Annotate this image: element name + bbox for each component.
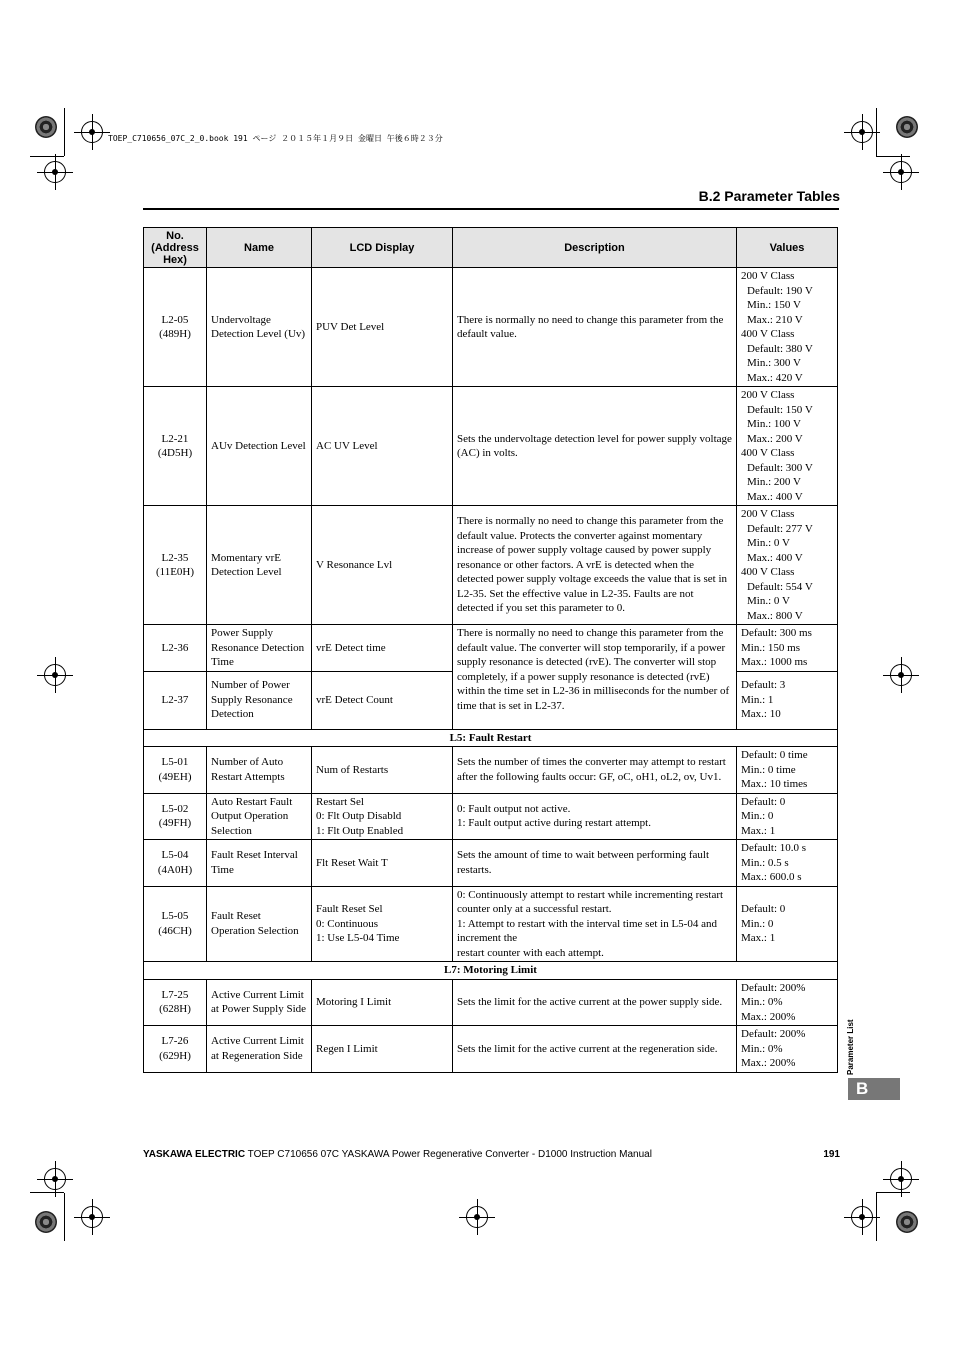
param-name-cell: Number of Auto Restart Attempts <box>207 747 312 794</box>
param-name-cell: Fault Reset Interval Time <box>207 840 312 887</box>
lcd-display-cell: Regen I Limit <box>312 1026 453 1073</box>
registration-disc-icon <box>896 116 918 138</box>
table-row <box>144 886 838 962</box>
lcd-display-cell: vrE Detect Count <box>312 671 453 729</box>
table-row <box>144 747 838 794</box>
param-name-cell: Undervoltage Detection Level (Uv) <box>207 268 312 387</box>
param-number-cell: L5-04 (4A0H) <box>144 840 207 887</box>
registration-disc-icon <box>35 116 57 138</box>
crosshair-icon <box>890 664 912 686</box>
description-cell: There is normally no need to change this parameter from the default value. <box>453 268 737 387</box>
param-name-cell: AUv Detection Level <box>207 387 312 506</box>
section-heading: L5: Fault Restart <box>144 729 838 747</box>
crosshair-icon <box>890 1168 912 1190</box>
section-heading: L7: Motoring Limit <box>144 962 838 980</box>
header-rule <box>143 208 839 210</box>
crop-mark <box>64 108 65 156</box>
crosshair-icon <box>890 161 912 183</box>
values-cell: Default: 10.0 s Min.: 0.5 s Max.: 600.0 s <box>737 840 838 887</box>
crop-mark <box>64 1193 65 1241</box>
param-name-cell: Active Current Limit at Power Supply Side <box>207 979 312 1026</box>
param-number-cell: L2-35 (11E0H) <box>144 506 207 625</box>
crop-mark <box>30 1192 64 1193</box>
lcd-display-cell: PUV Det Level <box>312 268 453 387</box>
param-name-cell: Active Current Limit at Regeneration Side <box>207 1026 312 1073</box>
footer-brand: YASKAWA ELECTRIC <box>143 1149 246 1160</box>
crosshair-icon <box>851 1206 873 1228</box>
lcd-display-cell: Num of Restarts <box>312 747 453 794</box>
lcd-display-cell: Restart Sel 0: Flt Outp Disabld 1: Flt Outp Enabled <box>312 793 453 840</box>
crop-mark <box>876 1192 910 1193</box>
table-row <box>144 979 838 1026</box>
crop-mark <box>876 156 910 157</box>
values-cell: 200 V Class Default: 190 V Min.: 150 V Max.: 210 V 400 V Class Default: 380 V Min.: 300 V Max.: 420 V <box>737 268 838 387</box>
book-info: TOEP_C710656_07C_2_0.book 191 ページ ２０１５年１月９日 金曜日 午後６時２３分 <box>108 134 443 143</box>
table-row <box>144 387 838 506</box>
param-name-cell: Fault Reset Operation Selection <box>207 886 312 962</box>
footer-manual <box>143 1149 652 1160</box>
values-cell: Default: 200% Min.: 0% Max.: 200% <box>737 979 838 1026</box>
registration-disc-icon <box>896 1211 918 1233</box>
crop-mark <box>876 1193 877 1241</box>
param-name-cell: Number of Power Supply Resonance Detection <box>207 671 312 729</box>
crosshair-icon <box>81 1206 103 1228</box>
param-number-cell: L5-01 (49EH) <box>144 747 207 794</box>
crosshair-icon <box>44 161 66 183</box>
page-number: 191 <box>823 1149 840 1160</box>
lcd-display-cell: Flt Reset Wait T <box>312 840 453 887</box>
param-number-cell: L2-21 (4D5H) <box>144 387 207 506</box>
param-number-cell: L7-26 (629H) <box>144 1026 207 1073</box>
table-row <box>144 506 838 625</box>
values-cell: Default: 0 time Min.: 0 time Max.: 10 times <box>737 747 838 794</box>
registration-disc-icon <box>35 1211 57 1233</box>
lcd-display-cell: Motoring I Limit <box>312 979 453 1026</box>
param-number-cell: L5-02 (49FH) <box>144 793 207 840</box>
values-cell: Default: 200% Min.: 0% Max.: 200% <box>737 1026 838 1073</box>
table-row <box>144 793 838 840</box>
lcd-display-cell: V Resonance Lvl <box>312 506 453 625</box>
description-cell: There is normally no need to change this parameter from the default value. The converter will stop temporarily, if a power supply resonance is detected (rvE). The converter will stop completely, if a power supply resonance is detected (rvE) within the time set in L2-36 in milliseconds for the number of time that is set in L2-37. <box>453 625 737 730</box>
param-number-cell: L2-36 <box>144 625 207 672</box>
values-cell: Default: 3 Min.: 1 Max.: 10 <box>737 671 838 729</box>
side-tab-label: Parameter List <box>846 1019 855 1075</box>
crosshair-icon <box>851 121 873 143</box>
description-cell: Sets the amount of time to wait between performing fault restarts. <box>453 840 737 887</box>
column-header: No. (Address Hex) <box>144 228 207 268</box>
side-tab: B <box>848 1078 900 1100</box>
values-cell: 200 V Class Default: 150 V Min.: 100 V Max.: 200 V 400 V Class Default: 300 V Min.: 200 V Max.: 400 V <box>737 387 838 506</box>
crosshair-icon <box>44 1168 66 1190</box>
values-cell: 200 V Class Default: 277 V Min.: 0 V Max.: 400 V 400 V Class Default: 554 V Min.: 0 V Max.: 800 V <box>737 506 838 625</box>
description-cell: Sets the number of times the converter may attempt to restart after the following faults occur: GF, oC, oH1, oL2, ov, Uv1. <box>453 747 737 794</box>
param-number-cell: L2-05 (489H) <box>144 268 207 387</box>
lcd-display-cell: AC UV Level <box>312 387 453 506</box>
table-row <box>144 268 838 387</box>
description-cell: Sets the limit for the active current at the regeneration side. <box>453 1026 737 1073</box>
parameter-table <box>143 227 838 1073</box>
param-number-cell: L2-37 <box>144 671 207 729</box>
crosshair-icon <box>466 1206 488 1228</box>
table-row <box>144 625 838 672</box>
param-name-cell: Power Supply Resonance Detection Time <box>207 625 312 672</box>
section-row <box>144 962 838 980</box>
description-cell: Sets the limit for the active current at the power supply side. <box>453 979 737 1026</box>
crosshair-icon <box>81 121 103 143</box>
column-header: Values <box>737 228 838 268</box>
crosshair-icon <box>44 664 66 686</box>
param-number-cell: L5-05 (46CH) <box>144 886 207 962</box>
column-header: LCD Display <box>312 228 453 268</box>
description-cell: 0: Fault output not active. 1: Fault output active during restart attempt. <box>453 793 737 840</box>
lcd-display-cell: vrE Detect time <box>312 625 453 672</box>
param-number-cell: L7-25 (628H) <box>144 979 207 1026</box>
crop-mark <box>30 156 64 157</box>
description-cell: Sets the undervoltage detection level for power supply voltage (AC) in volts. <box>453 387 737 506</box>
column-header: Description <box>453 228 737 268</box>
section-title: B.2 Parameter Tables <box>698 188 840 204</box>
values-cell: Default: 0 Min.: 0 Max.: 1 <box>737 793 838 840</box>
values-cell: Default: 300 ms Min.: 150 ms Max.: 1000 ms <box>737 625 838 672</box>
param-name-cell: Auto Restart Fault Output Operation Selection <box>207 793 312 840</box>
section-row <box>144 729 838 747</box>
description-cell: 0: Continuously attempt to restart while incrementing restart counter only at a successful restart. 1: Attempt to restart with the interval time set in L5-04 and increment the restart counter with each attempt. <box>453 886 737 962</box>
lcd-display-cell: Fault Reset Sel 0: Continuous 1: Use L5-04 Time <box>312 886 453 962</box>
table-row <box>144 1026 838 1073</box>
table-header-row <box>144 228 838 268</box>
param-name-cell: Momentary vrE Detection Level <box>207 506 312 625</box>
description-cell: There is normally no need to change this parameter from the default value. Protects the converter against momentary increase of power supply voltage caused by power supply resonance or other factors. A vrE is detected when the detected power supply voltage exceeds the value that is set in L2-35. Set the effective value in L2-35. Faults are not detected if you set this parameter to 0. <box>453 506 737 625</box>
column-header: Name <box>207 228 312 268</box>
values-cell: Default: 0 Min.: 0 Max.: 1 <box>737 886 838 962</box>
crop-mark <box>876 108 877 156</box>
table-row <box>144 840 838 887</box>
footer-manual-title: TOEP C710656 07C YASKAWA Power Regenerative Converter - D1000 Instruction Manual <box>245 1149 652 1160</box>
